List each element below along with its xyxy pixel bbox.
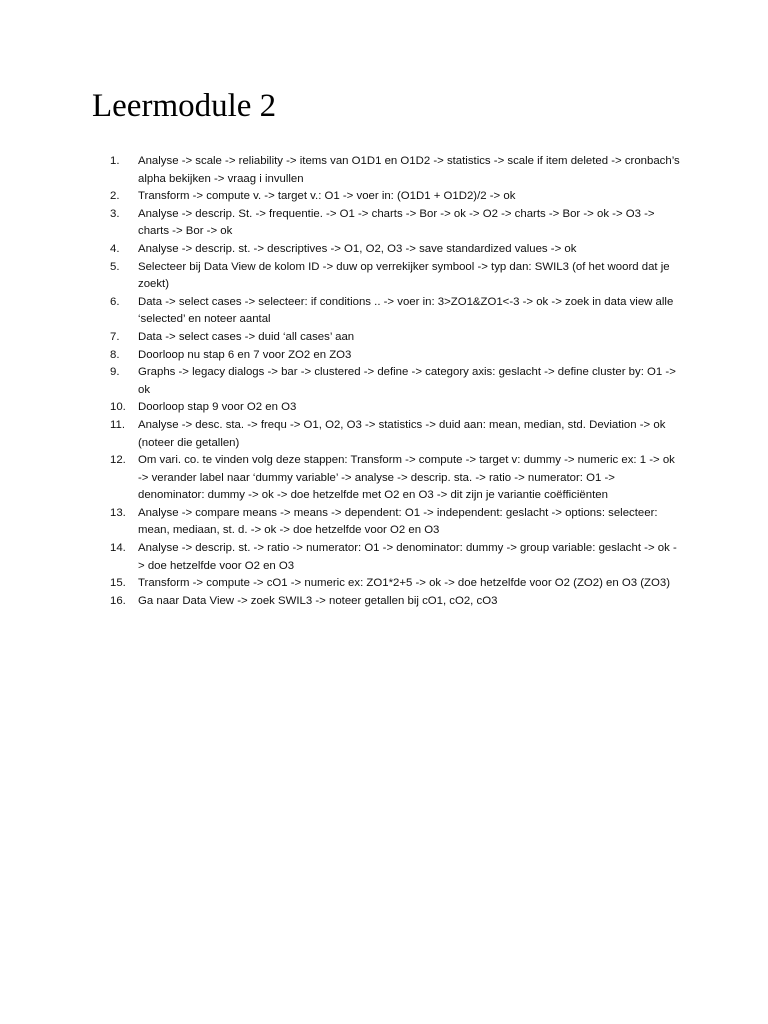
step-number: 12. [110,454,126,467]
step-number: 8. [110,348,120,361]
list-item [110,294,680,329]
step-text: Doorloop nu stap 6 en 7 voor ZO2 en ZO3 [138,348,352,361]
list-item [110,505,680,540]
list-item [110,241,680,259]
step-number: 9. [110,366,120,379]
list-item [110,593,680,611]
step-number: 3. [110,207,120,220]
step-number: 1. [110,155,120,167]
step-number: 6. [110,295,120,308]
step-number: 4. [110,242,120,255]
step-text: Om vari. co. te vinden volg deze stappen: Transform -> compute -> target v: dummy -> numeric ex: 1 -> ok -> verander label naar ‘dummy variable’ -> analyse -> descrip. sta. -> ratio -> numerator: O1 -> denominator: dummy -> ok -> doe hetzelfde met O2 en O3 -> dit zijn je variantie coëfficiënten [138,454,675,502]
step-text: Analyse -> descrip. st. -> descriptives -> O1, O2, O3 -> save standardized values -> ok [138,242,577,255]
step-number: 14. [110,542,126,555]
list-item [110,452,680,505]
step-text: Analyse -> descrip. st. -> ratio -> numerator: O1 -> denominator: dummy -> group variable: geslacht -> ok -> doe hetzelfde voor O2 en O3 [138,542,677,572]
list-item [110,364,680,399]
step-number: 16. [110,594,126,607]
step-number: 13. [110,506,126,519]
steps-list [110,153,680,610]
list-item [110,206,680,241]
step-text: Analyse -> compare means -> means -> dependent: O1 -> independent: geslacht -> options: selecteer: mean, mediaan, st. d. -> ok -> doe hetzelfde voor O2 en O3 [138,506,658,537]
list-item [110,399,680,417]
step-text: Graphs -> legacy dialogs -> bar -> clustered -> define -> category axis: geslacht -> define cluster by: O1 -> ok [138,366,676,396]
step-text: Doorloop stap 9 voor O2 en O3 [138,401,297,414]
step-text: Data -> select cases -> selecteer: if conditions .. -> voer in: 3>ZO1&ZO1<-3 -> ok -> zoek in data view alle ‘selected’ en noteer aantal [138,295,674,326]
step-number: 2. [110,190,120,203]
step-text: Transform -> compute v. -> target v.: O1 -> voer in: (O1D1 + O1D2)/2 -> ok [138,190,516,203]
list-item [110,153,680,188]
step-text: Data -> select cases -> duid ‘all cases’ aan [138,330,355,343]
list-item [110,329,680,347]
list-item [110,575,680,593]
step-number: 7. [110,330,120,343]
list-item [110,347,680,365]
step-text: Selecteer bij Data View de kolom ID -> duw op verrekijker symbool -> typ dan: SWIL3 (of het woord dat je zoekt) [138,260,670,291]
step-number: 10. [110,401,126,414]
step-number: 5. [110,260,120,273]
list-item [110,259,680,294]
list-item [110,540,680,575]
step-text: Analyse -> scale -> reliability -> items van O1D1 en O1D2 -> statistics -> scale if item deleted -> cronbach’s alpha bekijken -> vraag i invullen [138,155,680,185]
list-item [110,417,680,452]
step-number: 15. [110,577,126,590]
step-text: Transform -> compute -> cO1 -> numeric ex: ZO1*2+5 -> ok -> doe hetzelfde voor O2 (ZO2) en O3 (ZO3) [138,577,670,590]
step-number: 11. [110,418,125,431]
list-item [110,188,680,206]
step-text: Ga naar Data View -> zoek SWIL3 -> noteer getallen bij cO1, cO2, cO3 [138,594,498,607]
document-title: Leermodule 2 [92,88,277,124]
step-text: Analyse -> desc. sta. -> frequ -> O1, O2, O3 -> statistics -> duid aan: mean, median, std. Deviation -> ok (noteer die getallen) [138,418,666,449]
step-text: Analyse -> descrip. St. -> frequentie. -> O1 -> charts -> Bor -> ok -> O2 -> charts -> Bor -> ok -> O3 -> charts -> Bor -> ok [138,207,655,238]
